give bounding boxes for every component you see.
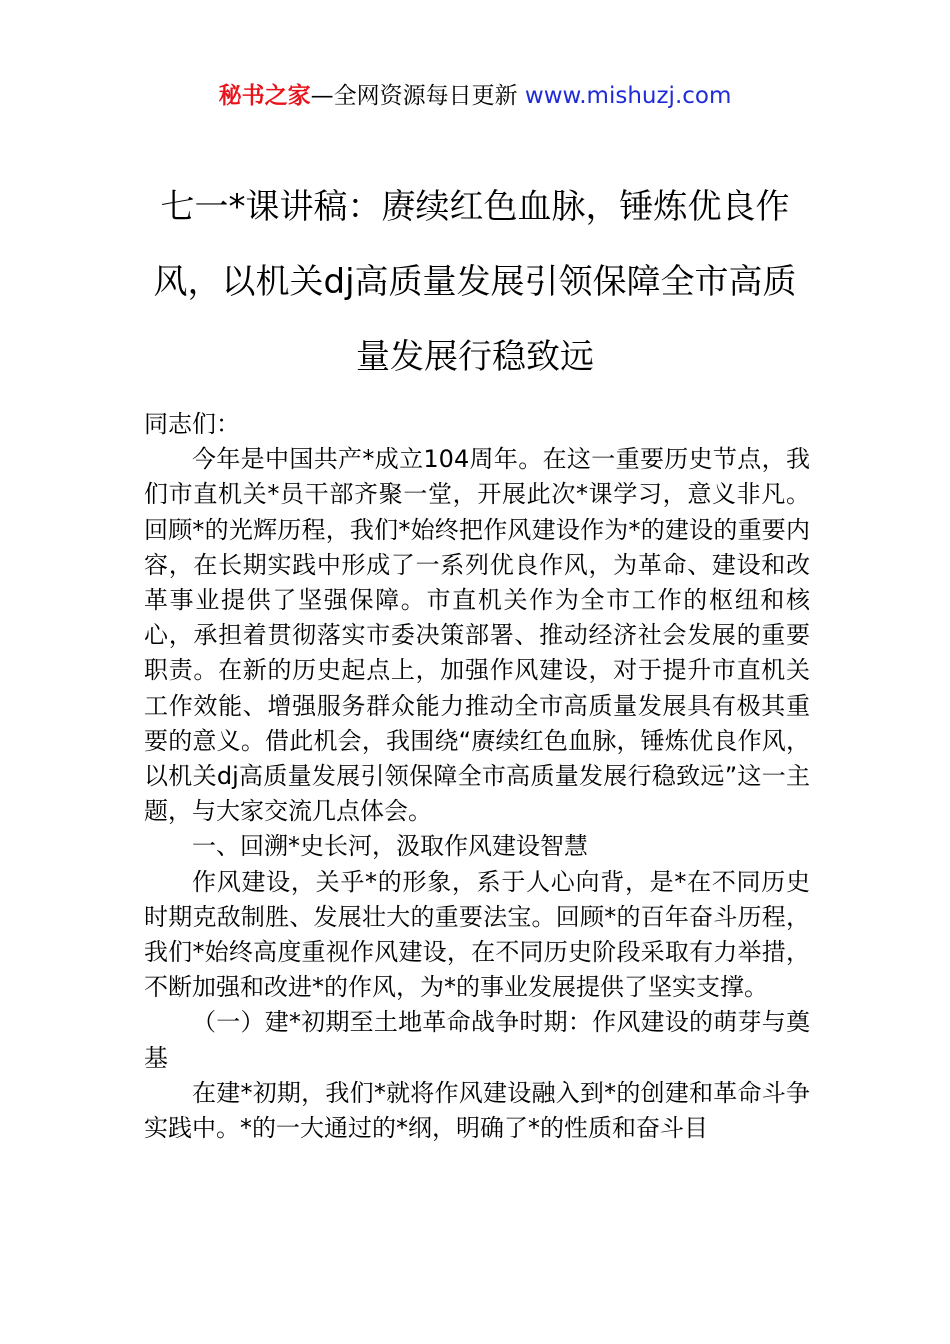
- paragraph-section-1: 作风建设，关乎*的形象，系于人心向背，是*在不同历史时期克敌制胜、发展壮大的重要法宝。回顾*的百年奋斗历程，我们*始终高度重视作风建设，在不同历史阶段采取有力举措，不断加强和改进*的作风，为*的事业发展提供了坚实支撑。: [144, 867, 810, 1002]
- site-header: [0, 80, 950, 112]
- site-tagline: —全网资源每日更新: [310, 83, 518, 109]
- section-heading-1: 一、回溯*史长河，汲取作风建设智慧: [192, 832, 588, 861]
- paragraph-intro: 今年是中国共产*成立104周年。在这一重要历史节点，我们市直机关*员干部齐聚一堂，开展此次*课学习，意义非凡。回顾*的光辉历程，我们*始终把作风建设作为*的建设的重要内容，在长期实践中形成了一系列优良作风，为革命、建设和改革事业提供了坚强保障。市直机关作为全市工作的枢纽和核心，承担着贯彻落实市委决策部署、推动经济社会发展的重要职责。在新的历史起点上，加强作风建设，对于提升市直机关工作效能、增强服务群众能力推动全市高质量发展具有极其重要的意义。借此机会，我围绕“赓续红色血脉，锤炼优良作风，以机关dj高质量发展引领保障全市高质量发展行稳致远”这一主题，与大家交流几点体会。: [144, 445, 810, 826]
- site-url-link[interactable]: www.mishuzj.com: [524, 83, 732, 109]
- salutation: 同志们：: [144, 410, 240, 438]
- document-body: [144, 407, 810, 1146]
- document-title: 七一*课讲稿：赓续红色血脉，锤炼优良作风，以机关dj高质量发展引领保障全市高质量发展行稳致远: [153, 187, 797, 377]
- site-brand: 秘书之家: [218, 83, 311, 109]
- subsection-heading-1: （一）建*初期至土地革命战争时期：作风建设的萌芽与奠基: [144, 1008, 810, 1072]
- paragraph-subsection-1: 在建*初期，我们*就将作风建设融入到*的创建和革命斗争实践中。*的一大通过的*纲，明确了*的性质和奋斗目: [144, 1078, 810, 1143]
